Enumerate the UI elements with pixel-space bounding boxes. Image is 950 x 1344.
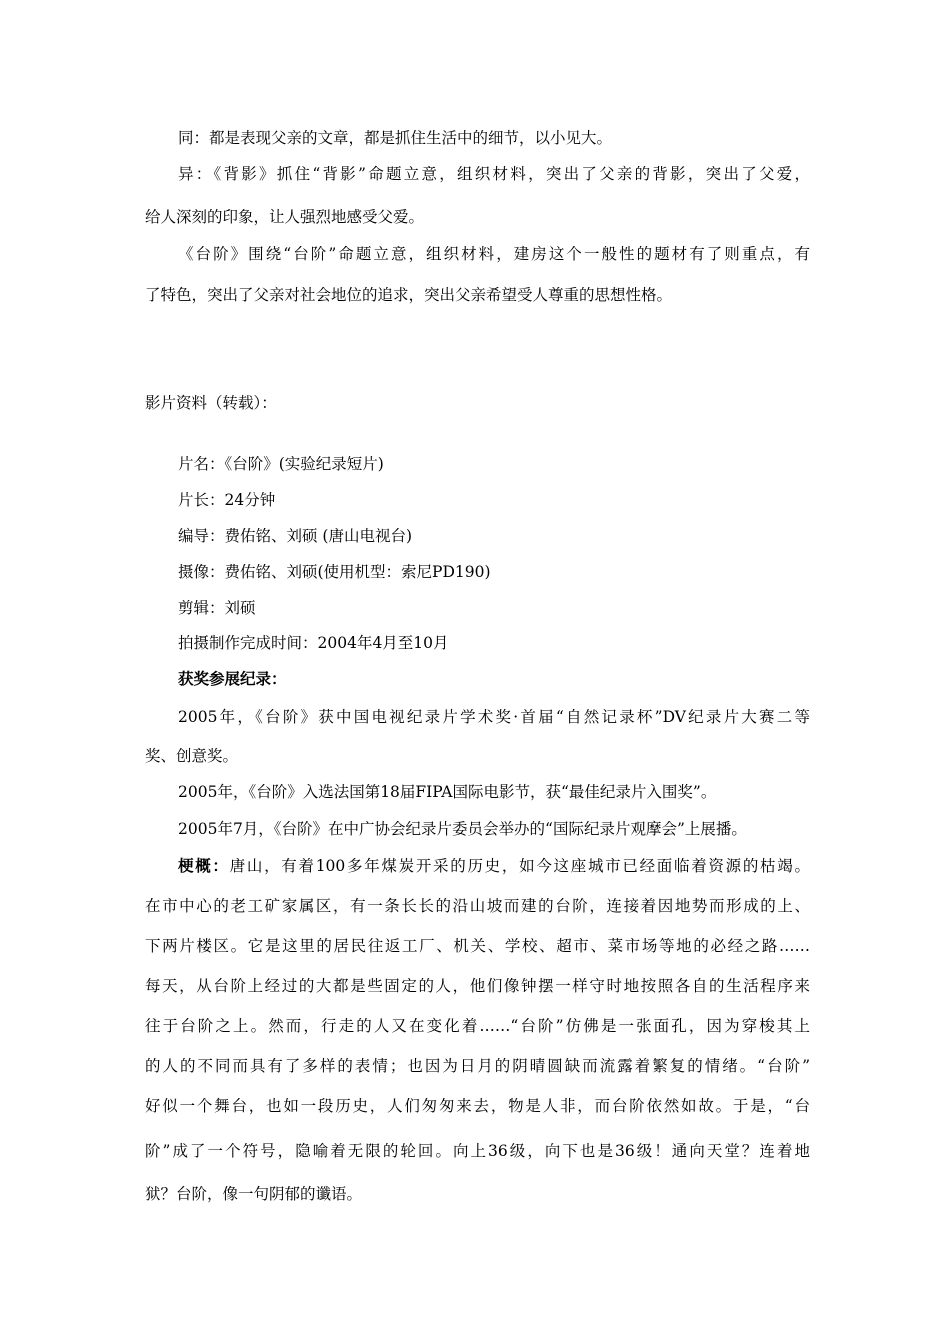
award2: 2005年，《台阶》入选法国第18届FIPA国际电影节，获“最佳纪录片入围奖”。 [178,783,717,801]
award1-line1: 2005年，《台阶》获中国电视纪录片学术奖·首届“自然记录杯”DV纪录片大赛二等 [178,708,810,726]
comparison-diff-line2: 给人深刻的印象，让人强烈地感受父爱。 [145,208,425,226]
synopsis-first-line-text: 唐山，有着100多年煤炭开采的历史，如今这座城市已经面临着资源的枯竭。 [229,857,810,875]
film-editor: 剪辑：刘硕 [178,599,256,617]
film-title: 片名：《台阶》(实验纪录短片) [178,455,384,473]
synopsis-line: 在市中心的老工矿家属区，有一条长长的沿山坡而建的台阶，连接着因地势而形成的上、 [145,897,810,915]
synopsis-line: 往于台阶之上。然而，行走的人又在变化着……“台阶”仿佛是一张面孔，因为穿梭其上 [145,1017,810,1035]
synopsis-line: 下两片楼区。它是这里的居民往返工厂、机关、学校、超市、菜市场等地的必经之路…… [145,937,810,955]
award3: 2005年7月，《台阶》在中广协会纪录片委员会举办的“国际纪录片观摩会”上展播。 [178,820,747,838]
synopsis-line: 的人的不同而具有了多样的表情；也因为日月的阴晴圆缺而流露着繁复的情绪。“台阶” [145,1057,810,1075]
synopsis-line: 阶”成了一个符号，隐喻着无限的轮回。向上36级，向下也是36级！通向天堂？连着地 [145,1142,810,1160]
film-production-time: 拍摄制作完成时间：2004年4月至10月 [178,634,449,652]
film-length: 片长：24分钟 [178,491,276,509]
synopsis-line: 狱？台阶，像一句阴郁的谶语。 [145,1185,363,1203]
awards-heading: 获奖参展纪录： [178,669,287,688]
comparison-taijie-line1: 《台阶》围绕“台阶”命题立意，组织材料，建房这个一般性的题材有了则重点，有 [178,245,810,263]
award1-line2: 奖、创意奖。 [145,747,239,765]
film-camera: 摄像：费佑铭、刘硕(使用机型：索尼PD190) [178,563,491,581]
film-info-heading: 影片资料（转载）： [145,394,277,412]
comparison-taijie-line2: 了特色，突出了父亲对社会地位的追求，突出父亲希望受人尊重的思想性格。 [145,286,673,304]
synopsis-line: 每天，从台阶上经过的大都是些固定的人，他们像钟摆一样守时地按照各自的生活程序来 [145,977,810,995]
synopsis-line: 好似一个舞台，也如一段历史，人们匆匆来去，物是人非，而台阶依然如故。于是，“台 [145,1097,810,1115]
comparison-diff-line1: 异：《背影》抓住“背影”命题立意，组织材料，突出了父亲的背影，突出了父爱， [178,165,810,183]
synopsis-label: 梗概： [178,856,230,875]
film-director: 编导：费佑铭、刘硕 (唐山电视台) [178,527,413,545]
comparison-same: 同：都是表现父亲的文章，都是抓住生活中的细节，以小见大。 [178,129,613,147]
synopsis-first-line [178,855,810,877]
